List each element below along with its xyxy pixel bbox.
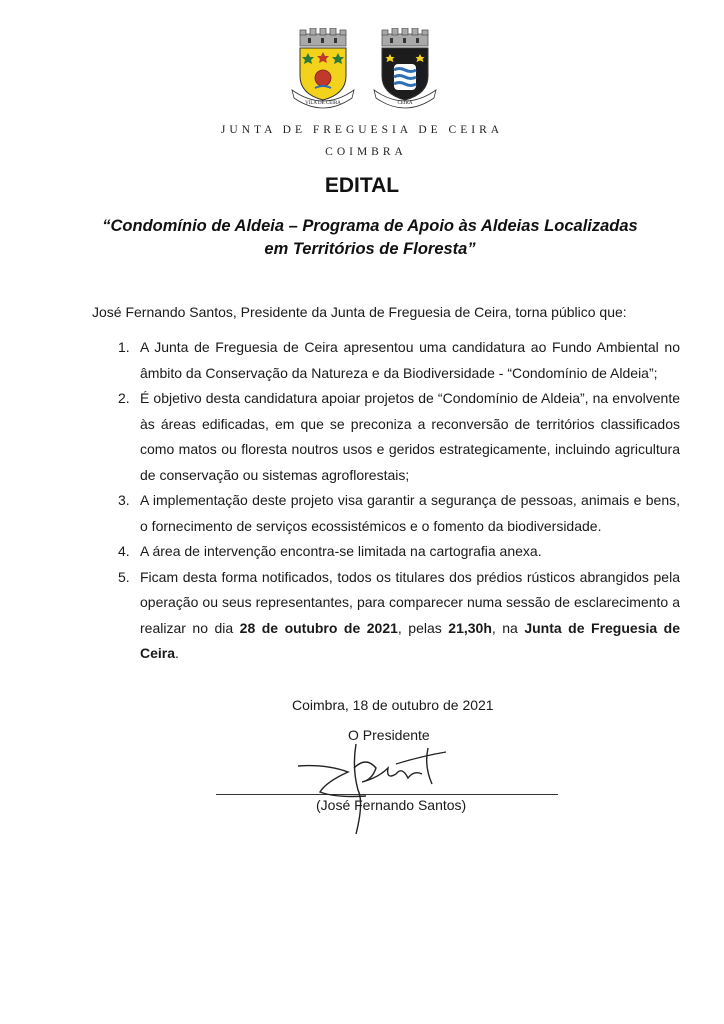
list-item xyxy=(108,386,680,488)
text-segment: , pelas xyxy=(397,619,449,636)
text-segment: , na xyxy=(491,619,525,636)
city-name: COIMBRA xyxy=(325,146,407,158)
list-item-number: 4. xyxy=(118,543,130,559)
document-subtitle xyxy=(80,215,660,261)
session-date: 28 de outubro de 2021 xyxy=(239,619,398,636)
crest-right-motto: CEIRA xyxy=(397,101,413,106)
crests-header xyxy=(0,28,724,114)
list-item-text: A implementação deste projeto visa garantir a segurança de pessoas, animais e bens, o fornecimento de serviços ecossistémicos e o fomento da biodiversidade. xyxy=(140,492,680,534)
text-segment: . xyxy=(175,645,179,661)
list-item xyxy=(108,335,680,386)
list-item-text: A área de intervenção encontra-se limitada na cartografia anexa. xyxy=(140,543,542,559)
list-item-number: 5. xyxy=(118,568,130,585)
vila-de-ceira-crest-icon xyxy=(286,28,360,110)
ceira-crest-icon xyxy=(368,28,442,110)
list-item-number: 2. xyxy=(118,390,130,406)
place-and-date: Coimbra, 18 de outubro de 2021 xyxy=(292,697,494,713)
subtitle-line-1: “Condomínio de Aldeia – Programa de Apoio às Aldeias Localizadas xyxy=(102,217,638,235)
list-item xyxy=(108,565,680,667)
list-item-text: A Junta de Freguesia de Ceira apresentou uma candidatura ao Fundo Ambiental no âmbito da Conservação da Natureza e da Biodiversidade - “Condomínio de Aldeia”; xyxy=(140,339,680,381)
list-item xyxy=(108,488,680,539)
text-segment: Ficam desta forma notificados, todos os titulares dos prédios rústicos abrangidos pela operação ou seus representantes, para comparecer numa sessão de esclarecimento a realizar no dia xyxy=(140,568,680,636)
handwritten-signature xyxy=(296,738,466,838)
numbered-list xyxy=(108,335,680,667)
list-item-number: 3. xyxy=(118,492,130,508)
list-item-text: É objetivo desta candidatura apoiar projetos de “Condomínio de Aldeia”, na envolvente às áreas edificadas, em que se preconiza a reconversão de territórios classificados como matos ou floresta noutros usos e geridos estrategicamente, incluindo agricultura de conservação ou sistemas agroflorestais; xyxy=(140,390,680,483)
crest-left-motto: VILA DE CEIRA xyxy=(305,101,341,106)
list-item-number: 1. xyxy=(118,339,130,355)
signatory-role: O Presidente xyxy=(348,727,430,743)
session-time: 21,30h xyxy=(448,619,492,636)
list-item-text xyxy=(140,569,680,662)
signatory-name: (José Fernando Santos) xyxy=(316,797,467,813)
list-item xyxy=(108,539,680,565)
organization-name: JUNTA DE FREGUESIA DE CEIRA xyxy=(220,124,504,136)
subtitle-line-2: em Territórios de Floresta” xyxy=(264,240,476,258)
document-title: EDITAL xyxy=(324,174,400,197)
intro-paragraph: José Fernando Santos, Presidente da Junta de Freguesia de Ceira, torna público que: xyxy=(92,304,627,320)
session-place: Junta de Freguesia de Ceira xyxy=(140,619,680,661)
